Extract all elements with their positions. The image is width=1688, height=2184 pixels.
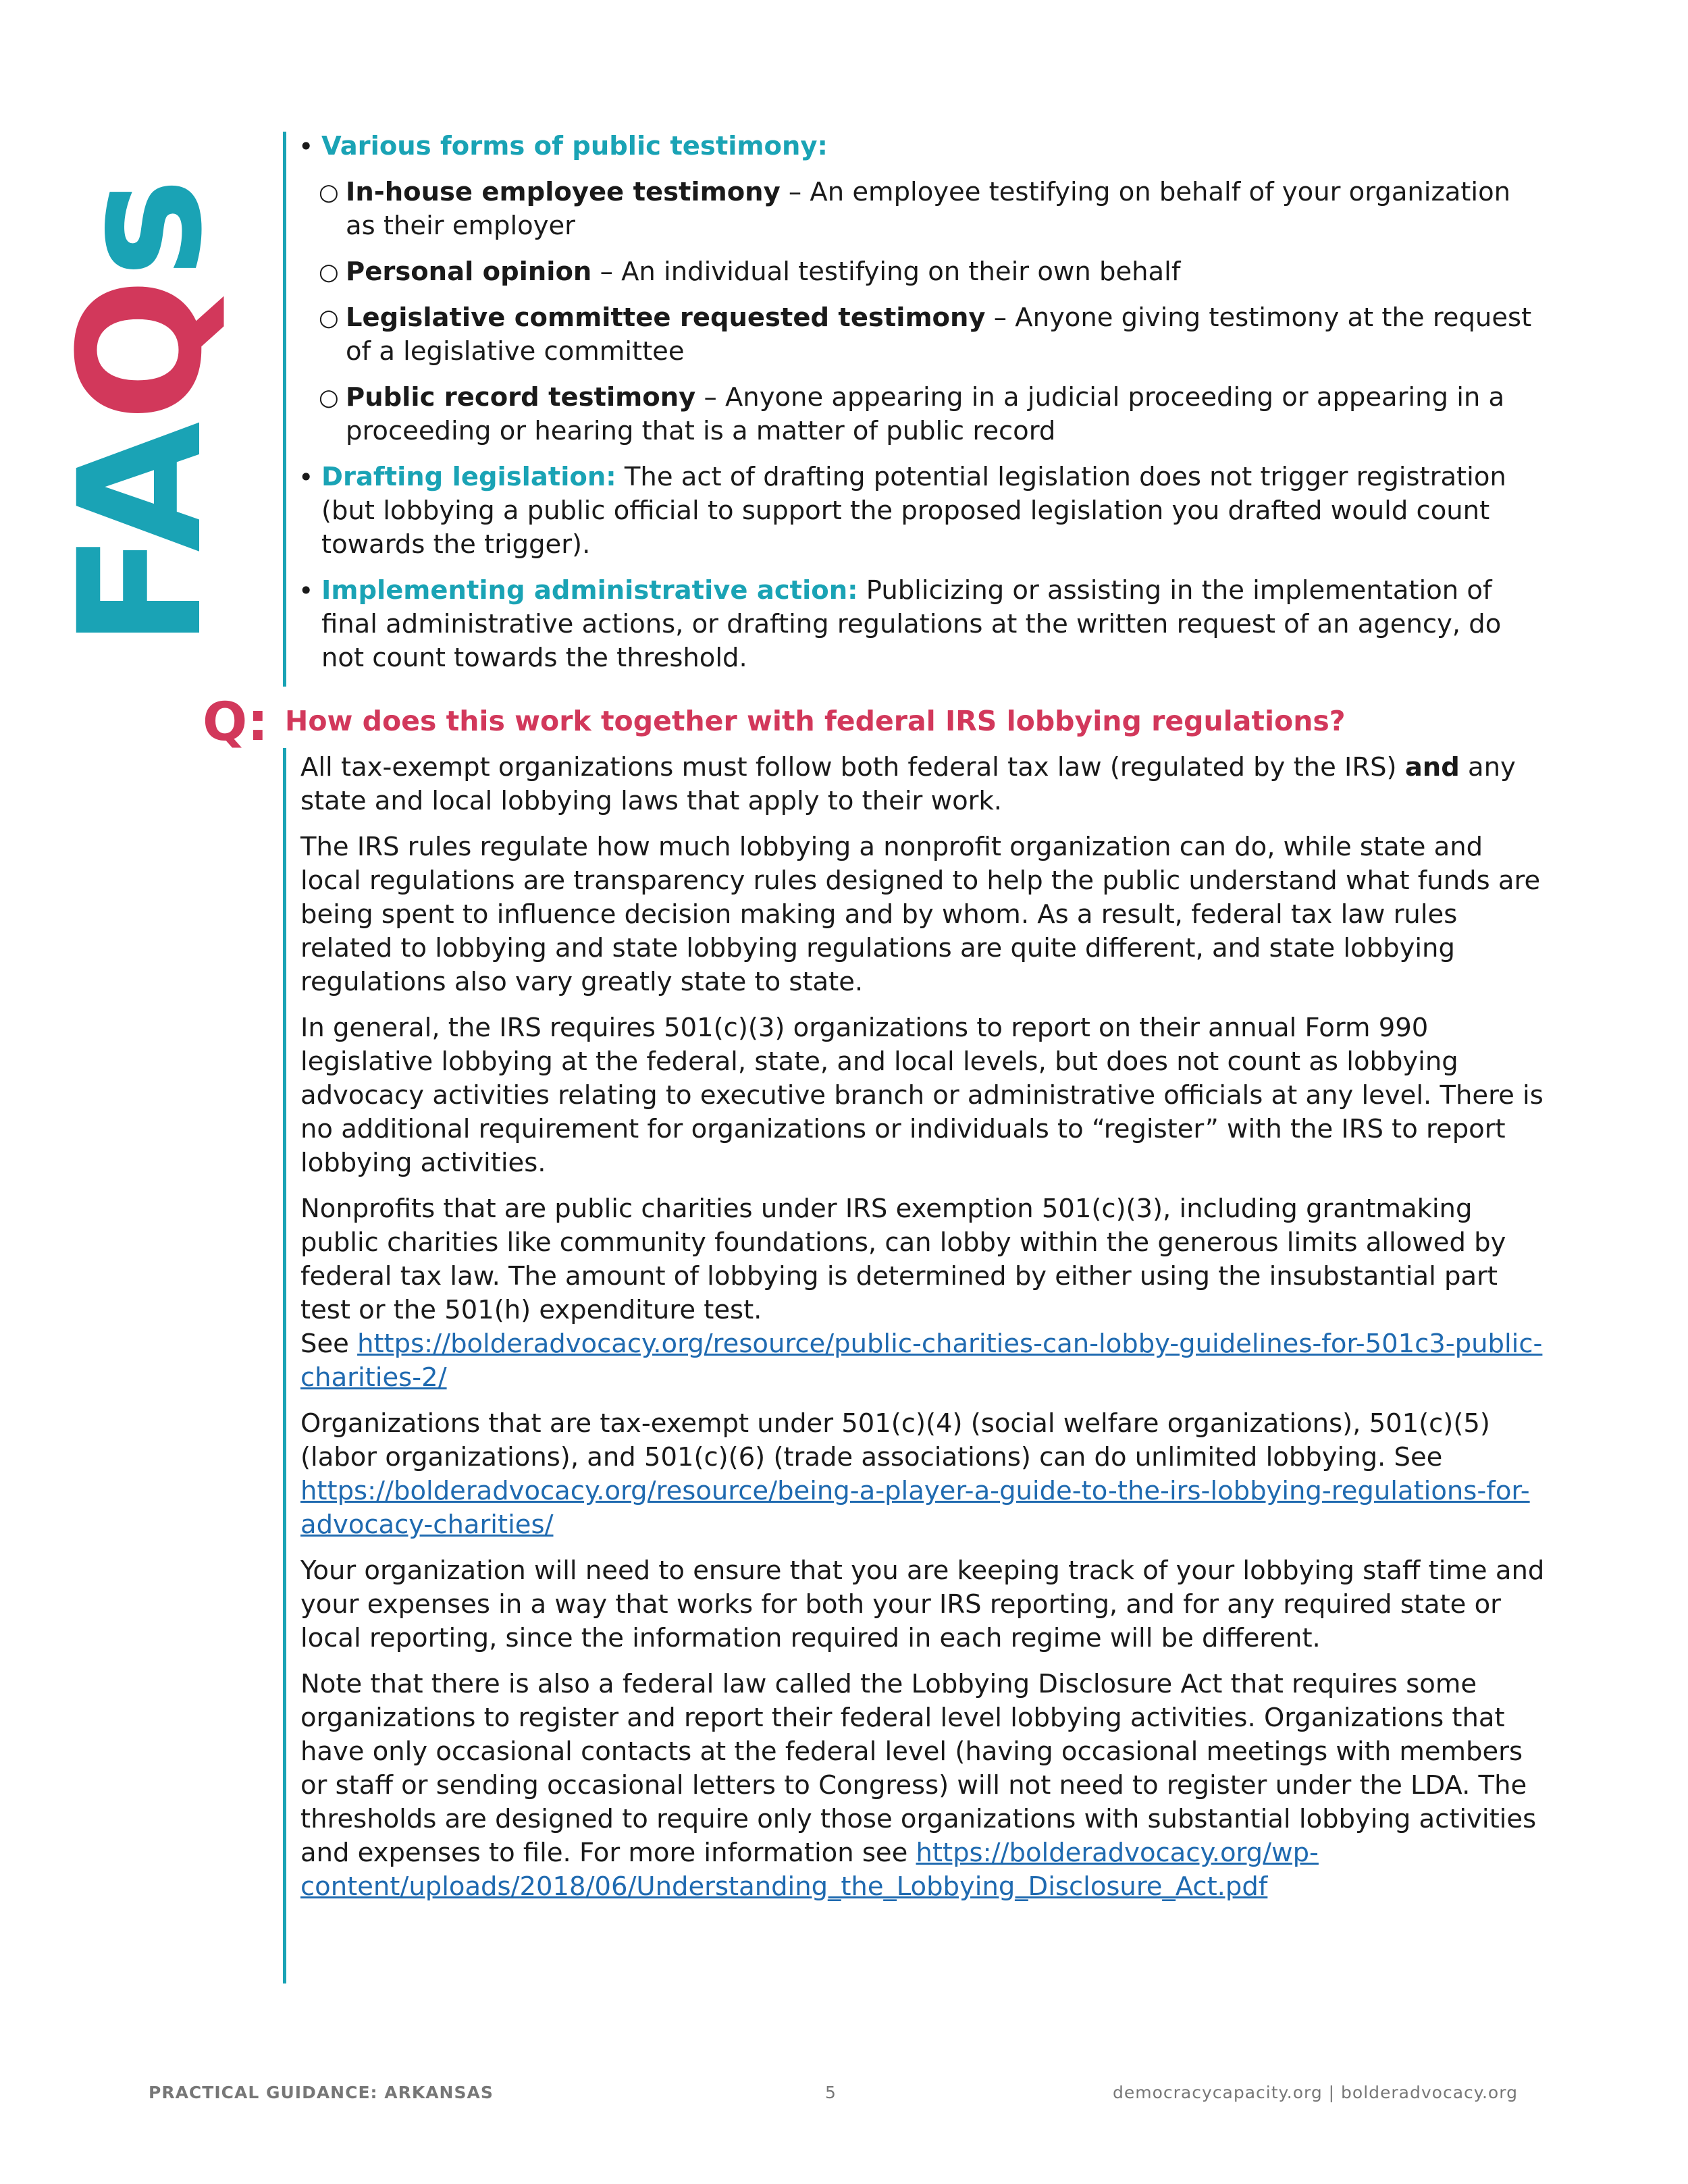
sub-bullet-committee-requested — [298, 301, 1541, 369]
bullet-dot-icon: • — [298, 132, 314, 161]
bullet-dot-icon: • — [298, 576, 314, 606]
footer-websites: democracycapacity.org | bolderadvocacy.org — [1113, 2083, 1518, 2102]
footer-title: PRACTICAL GUIDANCE: ARKANSAS — [149, 2083, 494, 2102]
text: Note that there is also a federal law called the Lobbying Disclosure Act that requires some organizations to register and report their federal level lobbying activities. Organizations that have only occasional contacts at the federal level (having occasional meetings with members or staff or sending occasional letters to Congress) will not need to register under the LDA. The thresholds are designed to require only those organizations with substantial lobbying activities and expenses to file. For more information see — [300, 1669, 1537, 1868]
sub-text: – An individual testifying on their own behalf — [591, 257, 1181, 287]
circle-bullet-icon: ○ — [319, 179, 339, 206]
faqs-logo — [43, 162, 239, 648]
circle-bullet-icon: ○ — [319, 304, 339, 331]
bullet-heading: Implementing administrative action: — [321, 575, 858, 606]
answer-paragraph-5 — [300, 1407, 1546, 1542]
bullet-text: The act of drafting potential legislation does not trigger registration (but lobbying a public official to support the proposed legislation you drafted would count towards the trigger). — [321, 462, 1506, 560]
text: any state and local lobbying laws that apply to their work. — [300, 752, 1516, 816]
sub-term: Personal opinion — [346, 257, 592, 287]
sub-bullet-public-record — [298, 381, 1541, 448]
text: See — [300, 1329, 358, 1359]
section-rule-top — [283, 132, 286, 687]
exemptions-list — [298, 130, 1541, 687]
circle-bullet-icon: ○ — [319, 259, 339, 286]
answer-paragraph-6: Your organization will need to ensure that you are keeping track of your lobbying staff time and your expenses in a way that works for both your IRS reporting, and for any required state or local reporting, since the information required in each regime will be different. — [300, 1555, 1545, 1653]
bullet-text: Publicizing or assisting in the implementation of final administrative actions, or drafting regulations at the written request of an agency, do not count towards the threshold. — [321, 575, 1502, 673]
page-number: 5 — [825, 2083, 837, 2102]
answer-paragraph-1 — [300, 751, 1546, 818]
circle-bullet-icon: ○ — [319, 384, 339, 411]
bullet-public-testimony — [298, 130, 1541, 163]
sub-bullet-personal-opinion — [298, 255, 1541, 289]
sub-bullet-in-house — [298, 176, 1541, 243]
bullet-heading: Various forms of public testimony: — [321, 131, 828, 161]
sub-term: In-house employee testimony — [346, 177, 781, 207]
section-rule-bottom — [283, 748, 286, 1983]
svg-text:FAQs: FAQs — [43, 178, 239, 648]
bullet-heading: Drafting legislation: — [321, 462, 616, 492]
sub-term: Public record testimony — [346, 382, 696, 412]
sub-text: – Anyone giving testimony at the request of a legislative committee — [346, 302, 1532, 367]
link-being-a-player-guide[interactable]: https://bolderadvocacy.org/resource/being-a-player-a-guide-to-the-irs-lobbying-regulations-for-advocacy-charities/ — [300, 1476, 1530, 1540]
emphasis-and: and — [1404, 752, 1460, 782]
sub-term: Legislative committee requested testimony — [346, 302, 986, 333]
text: Nonprofits that are public charities under IRS exemption 501(c)(3), including grantmaking public charities like community foundations, can lobby within the generous limits allowed by federal tax law. The amount of lobbying is determined by either using the insubstantial part test or the 501(h) expenditure test. — [300, 1194, 1506, 1325]
bullet-administrative-action — [298, 574, 1541, 675]
bullet-drafting-legislation — [298, 460, 1541, 562]
answer-paragraph-7 — [300, 1668, 1546, 1904]
text: All tax-exempt organizations must follow both federal tax law (regulated by the IRS) — [300, 752, 1405, 782]
answer-paragraph-3: In general, the IRS requires 501(c)(3) organizations to report on their annual Form 990 legislative lobbying at the federal, state, and local levels, but does not count as lobbying advocacy activities relating to executive branch or administrative officials at any level. There is no additional requirement for organizations or individuals to “register” with the IRS to report lobbying activities. — [300, 1013, 1544, 1178]
answer-body — [300, 751, 1546, 1916]
sub-text: – Anyone appearing in a judicial proceeding or appearing in a proceeding or hearing that is a matter of public record — [346, 382, 1505, 446]
text: Organizations that are tax-exempt under 501(c)(4) (social welfare organizations), 501(c)(5) (labor organizations), and 501(c)(6) (trade associations) can do unlimited lobbying. See — [300, 1408, 1490, 1472]
link-public-charities-guidelines[interactable]: https://bolderadvocacy.org/resource/public-charities-can-lobby-guidelines-for-501c3-public-charities-2/ — [300, 1329, 1543, 1393]
question-heading: How does this work together with federal IRS lobbying regulations? — [285, 705, 1346, 737]
question-label: Q: — [203, 692, 269, 753]
sub-text: – An employee testifying on behalf of your organization as their employer — [346, 177, 1511, 241]
answer-paragraph-2: The IRS rules regulate how much lobbying a nonprofit organization can do, while state and local regulations are transparency rules designed to help the public understand what funds are being spent to influence decision making and by whom. As a result, federal tax law rules related to lobbying and state lobbying regulations are quite different, and state lobbying regulations also vary greatly state to state. — [300, 832, 1541, 997]
answer-paragraph-4 — [300, 1192, 1546, 1395]
link-lobbying-disclosure-act[interactable]: https://bolderadvocacy.org/wp-content/uploads/2018/06/Understanding_the_Lobbying_Disclosure_Act.pdf — [300, 1838, 1319, 1902]
bullet-dot-icon: • — [298, 462, 314, 492]
